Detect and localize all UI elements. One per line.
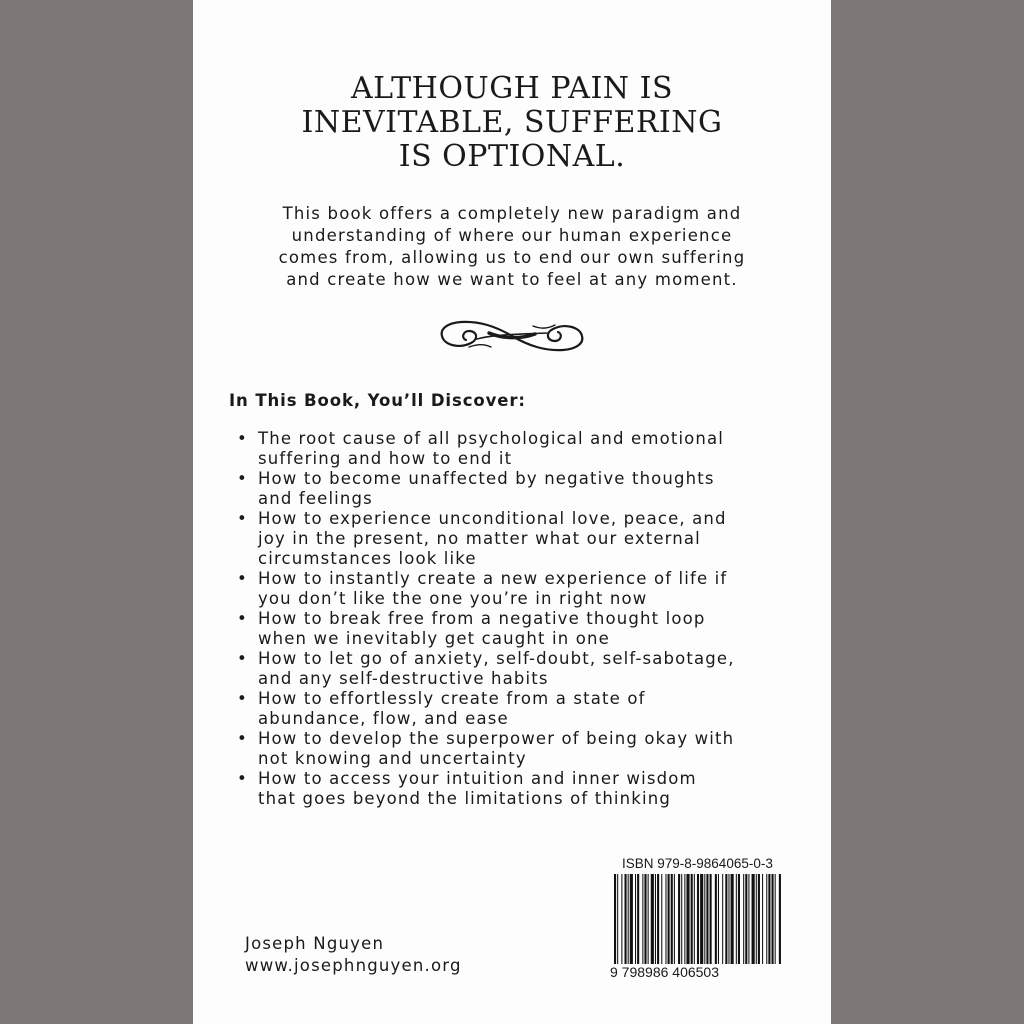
barcode-bar <box>756 874 757 964</box>
barcode-bar <box>648 874 649 964</box>
list-item <box>237 469 817 509</box>
barcode-bar <box>772 874 774 964</box>
barcode-bar <box>628 874 629 964</box>
list-item-line: joy in the present, no matter what our external <box>258 529 701 548</box>
barcode-bar <box>657 874 659 964</box>
barcode-bar <box>691 874 693 964</box>
list-item-line: How to experience unconditional love, peace, and <box>258 509 727 528</box>
headline-line: IS OPTIONAL. <box>398 139 626 174</box>
list-item-line: suffering and how to end it <box>258 449 513 468</box>
barcode-bar <box>697 874 699 964</box>
barcode-bar <box>715 874 717 964</box>
barcode-bar <box>637 874 639 964</box>
list-item <box>237 689 817 729</box>
barcode-bar <box>728 874 729 964</box>
bullet-icon: • <box>237 689 248 708</box>
barcode-bar <box>661 874 662 964</box>
list-item-line: How to develop the superpower of being okay with <box>258 729 735 748</box>
list-item <box>237 649 817 689</box>
barcode-bar <box>738 874 740 964</box>
list-item-line: How to let go of anxiety, self-doubt, self-sabotage, <box>258 649 735 668</box>
list-item-line: How to access your intuition and inner wisdom <box>258 769 697 788</box>
barcode-bar <box>642 874 643 964</box>
list-item <box>237 609 817 649</box>
barcode-bar <box>743 874 744 964</box>
list-item <box>237 769 817 809</box>
barcode-bar <box>651 874 654 964</box>
list-item-line: How to break free from a negative thought loop <box>258 609 706 628</box>
barcode <box>612 874 784 964</box>
barcode-bar <box>752 874 755 964</box>
isbn-label: ISBN 979-8-9864065-0-3 <box>622 856 773 871</box>
headline-line: INEVITABLE, SUFFERING <box>301 105 723 140</box>
barcode-bar <box>779 874 781 964</box>
barcode-bar <box>686 874 689 964</box>
bullet-icon: • <box>237 769 248 788</box>
barcode-bar <box>706 874 708 964</box>
headline <box>193 72 831 174</box>
barcode-bar <box>718 874 719 964</box>
book-back-cover <box>193 0 831 1024</box>
intro-paragraph <box>213 203 811 291</box>
flourish-divider-icon <box>437 312 587 360</box>
barcode-bar <box>736 874 737 964</box>
list-item-line: and feelings <box>258 489 373 508</box>
barcode-bar <box>758 874 760 964</box>
list-item-line: when we inevitably get caught in one <box>258 629 610 648</box>
list-item-line: How to instantly create a new experience of life if <box>258 569 728 588</box>
barcode-bar <box>635 874 636 964</box>
bullet-icon: • <box>237 569 248 588</box>
list-item-line: How to effortlessly create from a state of <box>258 689 646 708</box>
barcode-bar <box>678 874 680 964</box>
list-item <box>237 729 817 769</box>
barcode-bar <box>674 874 675 964</box>
list-item <box>237 509 817 569</box>
discover-list <box>237 429 817 809</box>
barcode-bar <box>630 874 633 964</box>
bullet-icon: • <box>237 469 248 488</box>
barcode-bar <box>644 874 646 964</box>
intro-line: comes from, allowing us to end our own suffering <box>278 248 746 267</box>
barcode-bar <box>621 874 622 964</box>
isbn-digits: 9 798986 406503 <box>610 964 719 980</box>
barcode-bar <box>671 874 673 964</box>
barcode-bar <box>766 874 767 964</box>
author-website: www.josephnguyen.org <box>245 956 462 975</box>
author-block <box>245 933 462 977</box>
headline-line: ALTHOUGH PAIN IS <box>351 71 673 106</box>
barcode-bar <box>681 874 682 964</box>
bullet-icon: • <box>237 429 248 448</box>
right-gray-panel <box>831 0 1024 1024</box>
barcode-bar <box>665 874 666 964</box>
author-name: Joseph Nguyen <box>245 934 385 953</box>
discover-heading: In This Book, You’ll Discover: <box>229 391 526 410</box>
intro-line: and create how we want to feel at any moment. <box>286 270 738 289</box>
barcode-bar <box>694 874 695 964</box>
barcode-bar <box>745 874 747 964</box>
list-item-line: abundance, flow, and ease <box>258 709 509 728</box>
bullet-icon: • <box>237 509 248 528</box>
barcode-bar <box>625 874 627 964</box>
list-item-line: you don’t like the one you’re in right now <box>258 589 648 608</box>
barcode-bar <box>617 874 618 964</box>
barcode-bar <box>748 874 749 964</box>
list-item-line: circumstances look like <box>258 549 477 568</box>
list-item-line: not knowing and uncertainty <box>258 749 527 768</box>
left-gray-panel <box>0 0 193 1024</box>
barcode-bar <box>775 874 776 964</box>
intro-line: understanding of where our human experience <box>291 226 733 245</box>
list-item-line: and any self-destructive habits <box>258 669 549 688</box>
list-item-line: that goes beyond the limitations of thinking <box>258 789 671 808</box>
barcode-bar <box>668 874 670 964</box>
barcode-bar <box>655 874 656 964</box>
barcode-bar <box>700 874 703 964</box>
barcode-bar <box>614 874 616 964</box>
bullet-icon: • <box>237 729 248 748</box>
barcode-bar <box>731 874 734 964</box>
list-item-line: How to become unaffected by negative thoughts <box>258 469 715 488</box>
barcode-bar <box>762 874 763 964</box>
list-item <box>237 429 817 469</box>
bullet-icon: • <box>237 649 248 668</box>
intro-line: This book offers a completely new paradigm and <box>282 204 742 223</box>
barcode-bar <box>722 874 723 964</box>
list-item <box>237 569 817 609</box>
barcode-bar <box>704 874 705 964</box>
barcode-bar <box>710 874 712 964</box>
barcode-bar <box>768 874 770 964</box>
list-item-line: The root cause of all psychological and emotional <box>258 429 725 448</box>
barcode-bar <box>725 874 727 964</box>
bullet-icon: • <box>237 609 248 628</box>
barcode-bar <box>684 874 685 964</box>
